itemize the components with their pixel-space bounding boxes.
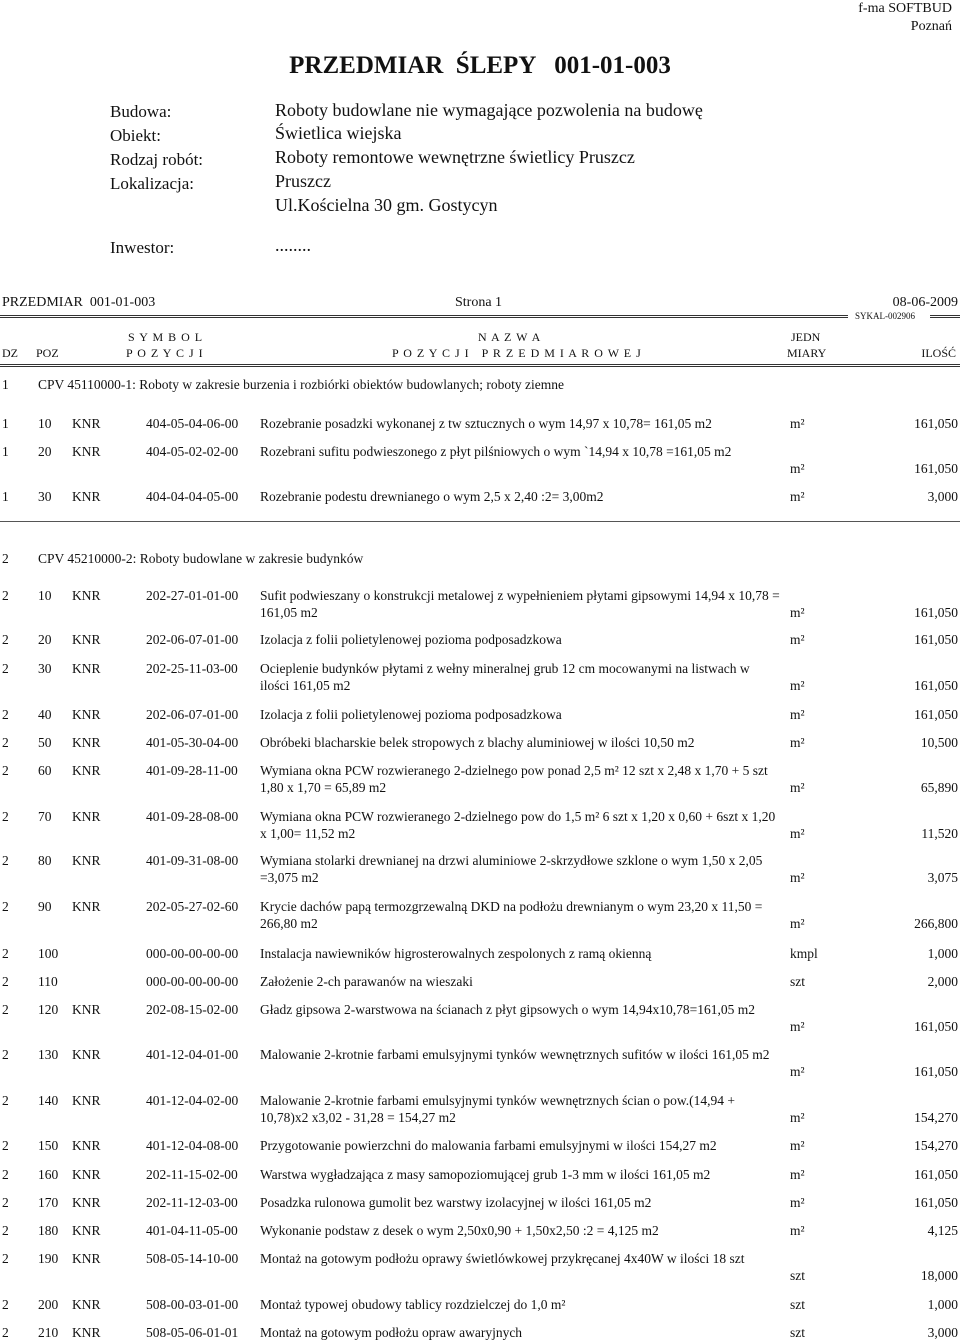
row-unit: m² <box>790 461 805 476</box>
row-src: KNR <box>72 763 101 778</box>
row-poz: 210 <box>38 1325 59 1340</box>
row-src: KNR <box>72 444 101 459</box>
row-desc: Malowanie 2-krotnie farbami emulsyjnymi tynków wewnętrznych ścian o pow.(14,94 + 10,78)x2 x3,02 - 31,28 = 154,27 m2 <box>260 1093 735 1125</box>
row-poz: 20 <box>38 632 52 647</box>
col-jedn-top: JEDN <box>791 330 821 344</box>
row-qty: 161,050 <box>914 1167 958 1182</box>
row-unit: m² <box>790 1138 805 1153</box>
row-unit: m² <box>790 1223 805 1238</box>
row-qty: 161,050 <box>914 678 958 693</box>
inwestor-label: Inwestor: <box>110 238 175 257</box>
col-symbol-top: S Y M B O L <box>128 330 204 344</box>
row-code: 401-09-28-11-00 <box>146 763 238 778</box>
row-qty: 1,000 <box>927 1297 958 1312</box>
row-unit: m² <box>790 826 805 841</box>
budowa-label: Budowa: <box>110 102 172 121</box>
row-dz: 2 <box>2 1047 9 1062</box>
section-divider <box>0 521 960 522</box>
row-src: KNR <box>72 416 101 431</box>
row-qty: 161,050 <box>914 461 958 476</box>
section-title: CPV 45210000-2: Roboty budowlane w zakresie budynków <box>38 551 364 566</box>
row-dz: 2 <box>2 1002 9 1017</box>
row-code: 508-05-14-10-00 <box>146 1251 239 1266</box>
row-poz: 30 <box>38 489 52 504</box>
row-desc: Założenie 2-ch parawanów na wieszaki <box>260 974 473 989</box>
row-desc: Rozebranie posadzki wykonanej z tw sztucznych o wym 14,97 x 10,78= 161,05 m2 <box>260 416 712 431</box>
row-dz: 2 <box>2 632 9 647</box>
row-poz: 10 <box>38 416 52 431</box>
row-dz: 2 <box>2 1251 9 1266</box>
row-dz: 1 <box>2 416 9 431</box>
row-desc: Montaż na gotowym podłożu opraw awaryjnych <box>260 1325 523 1340</box>
row-unit: m² <box>790 678 805 693</box>
row-desc: Rozebranie podestu drewnianego o wym 2,5 x 2,40 :2= 3,00m2 <box>260 489 604 504</box>
row-code: 000-00-00-00-00 <box>146 974 239 989</box>
page-date: 08-06-2009 <box>892 295 958 310</box>
row-qty: 161,050 <box>914 632 958 647</box>
row-src: KNR <box>72 1251 101 1266</box>
section-dz: 2 <box>2 551 9 566</box>
row-unit: szt <box>790 1325 805 1340</box>
row-qty: 11,520 <box>921 826 958 841</box>
row-unit: kmpl <box>790 946 818 961</box>
row-qty: 154,270 <box>914 1138 958 1153</box>
row-src: KNR <box>72 1047 101 1062</box>
row-code: 000-00-00-00-00 <box>146 946 239 961</box>
row-dz: 2 <box>2 1223 9 1238</box>
row-poz: 170 <box>38 1195 59 1210</box>
row-poz: 130 <box>38 1047 59 1062</box>
row-dz: 2 <box>2 899 9 914</box>
col-poz: POZ <box>36 346 59 360</box>
col-nazwa-bottom: P O Z Y C J I P R Z E D M I A R O W E J <box>392 346 642 360</box>
row-src: KNR <box>72 809 101 824</box>
row-src: KNR <box>72 1195 101 1210</box>
row-poz: 80 <box>38 853 52 868</box>
row-code: 508-05-06-01-01 <box>146 1325 239 1340</box>
lokalizacja-label: Lokalizacja: <box>110 174 195 193</box>
col-jedn-bottom: MIARY <box>787 346 827 360</box>
row-dz: 2 <box>2 1325 9 1340</box>
row-dz: 2 <box>2 974 9 989</box>
row-unit: m² <box>790 870 805 885</box>
row-code: 404-05-02-02-00 <box>146 444 239 459</box>
row-src: KNR <box>72 661 101 676</box>
header-rule-top-left <box>0 315 848 318</box>
row-desc: Warstwa wygładzająca z masy samopoziomującej grub 1-3 mm w ilości 161,05 m2 <box>260 1167 711 1182</box>
row-poz: 120 <box>38 1002 59 1017</box>
row-code: 202-05-27-02-60 <box>146 899 239 914</box>
row-desc: Gładz gipsowa 2-warstwowa na ścianach z płyt gipsowych o wym 14,94x10,78=161,05 m2 <box>260 1002 756 1017</box>
row-dz: 2 <box>2 661 9 676</box>
row-code: 401-09-31-08-00 <box>146 853 239 868</box>
row-desc: Wymiana okna PCW rozwieranego 2-dzielnego pow do 1,5 m² 6 szt x 1,20 x 0,60 + 6szt x 1,20 x 1,00= 11,52 m2 <box>260 809 776 841</box>
row-src: KNR <box>72 735 101 750</box>
row-dz: 2 <box>2 853 9 868</box>
row-unit: m² <box>790 632 805 647</box>
row-poz: 180 <box>38 1223 59 1238</box>
row-desc: Ocieplenie budynków płytami z wełny mineralnej grub 12 cm mocowanymi na listwach w ilości 161,05 m2 <box>260 661 750 693</box>
row-desc: Krycie dachów papą termozgrzewalną DKD na podłożu drewnianym o wym 23,20 x 11,50 = 266,80 m2 <box>260 899 763 931</box>
header-rule-bottom <box>0 364 960 367</box>
row-qty: 65,890 <box>920 780 958 795</box>
budowa-value: Roboty budowlane nie wymagające pozwolenia na budowę <box>275 100 703 120</box>
col-ilosc: ILOŚĆ <box>921 346 956 360</box>
row-qty: 18,000 <box>920 1268 958 1283</box>
row-desc: Obróbeki blacharskie belek stropowych z blachy aluminiowej w ilości 10,50 m2 <box>260 735 695 750</box>
row-src: KNR <box>72 588 101 603</box>
row-unit: m² <box>790 735 805 750</box>
row-src: KNR <box>72 1223 101 1238</box>
row-desc: Izolacja z folii polietylenowej pozioma podposadzkowa <box>260 707 562 722</box>
lokalizacja-value: Pruszcz <box>275 171 331 191</box>
col-dz: DZ <box>2 346 18 360</box>
row-qty: 161,050 <box>914 605 958 620</box>
row-qty: 161,050 <box>914 416 958 431</box>
row-dz: 2 <box>2 763 9 778</box>
header-rule-top-right <box>930 315 960 318</box>
row-src: KNR <box>72 1093 101 1108</box>
row-qty: 1,000 <box>927 946 958 961</box>
row-dz: 2 <box>2 809 9 824</box>
row-code: 401-05-30-04-00 <box>146 735 239 750</box>
row-desc: Wymiana stolarki drewnianej na drzwi aluminiowe 2-skrzydłowe szklone o wym 1,50 x 2,05 =3,075 m2 <box>260 853 763 885</box>
row-src: KNR <box>72 899 101 914</box>
obiekt-value: Świetlica wiejska <box>275 123 402 143</box>
row-dz: 2 <box>2 1297 9 1312</box>
row-qty: 161,050 <box>914 1064 958 1079</box>
row-poz: 110 <box>38 974 58 989</box>
row-poz: 160 <box>38 1167 59 1182</box>
row-src: KNR <box>72 707 101 722</box>
row-unit: szt <box>790 1268 805 1283</box>
row-poz: 20 <box>38 444 52 459</box>
row-qty: 2,000 <box>927 974 958 989</box>
row-poz: 100 <box>38 946 59 961</box>
col-nazwa-top: N A Z W A <box>478 330 542 344</box>
row-poz: 70 <box>38 809 52 824</box>
row-poz: 50 <box>38 735 52 750</box>
row-poz: 60 <box>38 763 52 778</box>
row-desc: Malowanie 2-krotnie farbami emulsyjnymi tynków wewnętrznych sufitów w ilości 161,05 m2 <box>260 1047 770 1062</box>
row-poz: 90 <box>38 899 52 914</box>
rodzaj-label: Rodzaj robót: <box>110 150 204 169</box>
company-block <box>858 0 952 36</box>
row-dz: 1 <box>2 444 9 459</box>
system-code: SYKAL-002906 <box>855 311 915 321</box>
row-code: 401-12-04-08-00 <box>146 1138 239 1153</box>
row-code: 202-08-15-02-00 <box>146 1002 239 1017</box>
row-unit: m² <box>790 916 805 931</box>
rodzaj-value: Roboty remontowe wewnętrzne świetlicy Pruszcz <box>275 147 635 167</box>
row-qty: 4,125 <box>927 1223 958 1238</box>
row-src: KNR <box>72 632 101 647</box>
row-code: 508-00-03-01-00 <box>146 1297 239 1312</box>
company-city: Poznań <box>910 19 952 34</box>
section-dz: 1 <box>2 377 9 392</box>
obiekt-label: Obiekt: <box>110 126 161 145</box>
row-code: 401-12-04-01-00 <box>146 1047 239 1062</box>
row-desc: Montaż typowej obudowy tablicy rozdzielczej do 1,0 m² <box>260 1297 566 1312</box>
row-dz: 2 <box>2 707 9 722</box>
col-symbol-bottom: P O Z Y C J I <box>126 346 204 360</box>
row-unit: m² <box>790 416 805 431</box>
row-code: 202-27-01-01-00 <box>146 588 239 603</box>
row-poz: 30 <box>38 661 52 676</box>
row-desc: Sufit podwieszany o konstrukcji metalowej z wypełnieniem płytami gipsowymi 14,94 x 10,78 = 161,05 m2 <box>260 588 780 620</box>
row-code: 404-05-04-06-00 <box>146 416 239 431</box>
row-desc: Montaż na gotowym podłożu oprawy świetlówkowej przykręcanej 4x40W w ilości 18 szt <box>260 1251 745 1266</box>
row-code: 202-06-07-01-00 <box>146 707 239 722</box>
document-title: PRZEDMIAR ŚLEPY 001-01-003 <box>289 52 671 79</box>
row-poz: 200 <box>38 1297 59 1312</box>
row-code: 401-09-28-08-00 <box>146 809 239 824</box>
row-qty: 3,075 <box>927 870 958 885</box>
row-qty: 3,000 <box>927 489 958 504</box>
row-poz: 10 <box>38 588 52 603</box>
row-unit: m² <box>790 605 805 620</box>
row-unit: m² <box>790 1064 805 1079</box>
address-value: Ul.Kościelna 30 gm. Gostycyn <box>275 195 498 215</box>
row-unit: szt <box>790 1297 805 1312</box>
row-code: 401-04-11-05-00 <box>146 1223 238 1238</box>
row-dz: 2 <box>2 588 9 603</box>
row-desc: Rozebrani sufitu podwieszonego z płyt pilśniowych o wym `14,94 x 10,78 =161,05 m2 <box>260 444 732 459</box>
row-desc: Przygotowanie powierzchni do malowania farbami emulsyjnymi w ilości 154,27 m2 <box>260 1138 717 1153</box>
row-code: 404-04-04-05-00 <box>146 489 239 504</box>
row-qty: 3,000 <box>927 1325 958 1340</box>
row-code: 202-25-11-03-00 <box>146 661 238 676</box>
row-unit: m² <box>790 1167 805 1182</box>
row-src: KNR <box>72 1325 101 1340</box>
row-src: KNR <box>72 1167 101 1182</box>
row-poz: 150 <box>38 1138 59 1153</box>
row-src: KNR <box>72 489 101 504</box>
company-name: f-ma SOFTBUD <box>858 1 952 16</box>
inwestor-value: ........ <box>275 235 311 255</box>
row-unit: m² <box>790 489 805 504</box>
row-dz: 2 <box>2 1093 9 1108</box>
row-desc: Wykonanie podstaw z desek o wym 2,50x0,90 + 1,50x2,50 :2 = 4,125 m2 <box>260 1223 659 1238</box>
row-qty: 10,500 <box>920 735 958 750</box>
row-dz: 2 <box>2 946 9 961</box>
page-header-left: PRZEDMIAR 001-01-003 <box>2 295 156 310</box>
row-code: 401-12-04-02-00 <box>146 1093 239 1108</box>
row-qty: 266,800 <box>914 916 958 931</box>
row-dz: 2 <box>2 735 9 750</box>
row-src: KNR <box>72 1002 101 1017</box>
row-desc: Izolacja z folii polietylenowej pozioma podposadzkowa <box>260 632 562 647</box>
row-poz: 190 <box>38 1251 59 1266</box>
row-unit: szt <box>790 974 805 989</box>
row-desc: Wymiana okna PCW rozwieranego 2-dzielnego pow ponad 2,5 m² 12 szt x 2,48 x 1,70 + 5 szt 1,80 x 1,70 = 65,89 m2 <box>260 763 768 795</box>
row-src: KNR <box>72 853 101 868</box>
row-poz: 140 <box>38 1093 59 1108</box>
page-number: Strona 1 <box>455 295 503 310</box>
row-dz: 2 <box>2 1195 9 1210</box>
row-dz: 2 <box>2 1138 9 1153</box>
row-unit: m² <box>790 707 805 722</box>
row-qty: 161,050 <box>914 1019 958 1034</box>
section-title: CPV 45110000-1: Roboty w zakresie burzenia i rozbiórki obiektów budowlanych; roboty ziemne <box>38 377 565 392</box>
row-poz: 40 <box>38 707 52 722</box>
row-unit: m² <box>790 1019 805 1034</box>
row-qty: 154,270 <box>914 1110 958 1125</box>
row-unit: m² <box>790 780 805 795</box>
row-desc: Instalacja nawiewników higrosterowalnych zespolonych z ramą okienną <box>260 946 652 961</box>
row-unit: m² <box>790 1110 805 1125</box>
row-code: 202-06-07-01-00 <box>146 632 239 647</box>
row-src: KNR <box>72 1297 101 1312</box>
row-code: 202-11-12-03-00 <box>146 1195 238 1210</box>
row-qty: 161,050 <box>914 707 958 722</box>
row-src: KNR <box>72 1138 101 1153</box>
row-qty: 161,050 <box>914 1195 958 1210</box>
row-unit: m² <box>790 1195 805 1210</box>
row-dz: 1 <box>2 489 9 504</box>
row-dz: 2 <box>2 1167 9 1182</box>
row-code: 202-11-15-02-00 <box>146 1167 238 1182</box>
row-desc: Posadzka rulonowa gumolit bez warstwy izolacyjnej w ilości 161,05 m2 <box>260 1195 652 1210</box>
